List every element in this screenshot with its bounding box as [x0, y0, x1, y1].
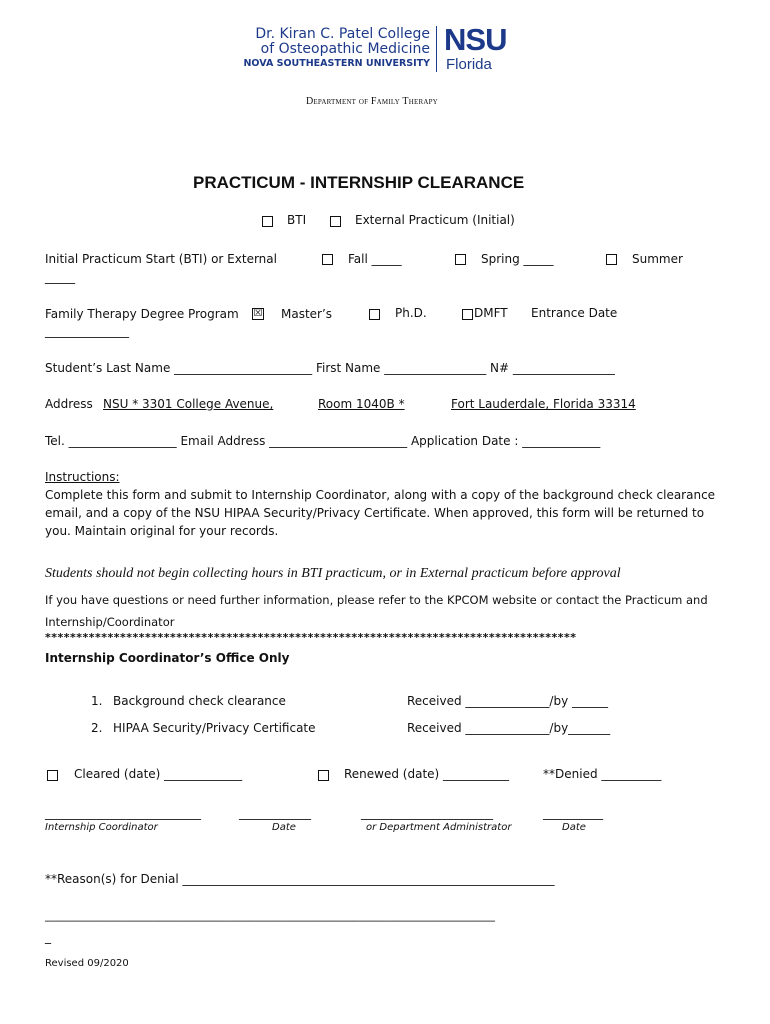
- instructions-line3: you. Maintain original for your records.: [45, 524, 279, 538]
- revised-date: Revised 09/2020: [45, 958, 129, 969]
- signature-line-coordinator[interactable]: __________________________: [45, 806, 201, 820]
- address-street: NSU * 3301 College Avenue,: [103, 397, 274, 411]
- masters-label: Master’s: [281, 307, 333, 321]
- item-1-received[interactable]: Received ______________/by ______: [407, 694, 608, 708]
- address-room: Room 1040B *: [318, 397, 405, 411]
- student-name-line[interactable]: Student’s Last Name _______________________ First Name _________________ N# _________________: [45, 361, 615, 375]
- logo-text-line1: Dr. Kiran C. Patel College: [255, 26, 430, 42]
- external-label: External Practicum (Initial): [355, 213, 515, 227]
- logo-nsu: NSU: [444, 22, 507, 57]
- summer-label: Summer: [632, 252, 683, 266]
- phd-label: Ph.D.: [395, 306, 427, 320]
- signature-label-date2: Date: [562, 822, 586, 833]
- renewed-checkbox[interactable]: [318, 770, 329, 781]
- department-heading: Department of Family Therapy: [306, 96, 438, 107]
- signature-line-date2[interactable]: __________: [543, 806, 603, 820]
- signature-label-admin: or Department Administrator: [366, 822, 512, 833]
- cleared-label: Cleared (date) _____________: [74, 767, 243, 781]
- instructions-heading: Instructions:: [45, 470, 120, 484]
- item-1-number: 1.: [91, 694, 103, 708]
- fall-label: Fall _____: [348, 252, 402, 266]
- start-wrap-line: _____: [45, 270, 75, 284]
- signature-line-admin[interactable]: ______________________: [361, 806, 493, 820]
- spring-checkbox[interactable]: [455, 254, 466, 265]
- cleared-checkbox[interactable]: [47, 770, 58, 781]
- fall-checkbox[interactable]: [322, 254, 333, 265]
- item-2-label: HIPAA Security/Privacy Certificate: [113, 721, 316, 735]
- star-divider: *************************************************************************************: [45, 631, 577, 644]
- signature-label-date1: Date: [272, 822, 296, 833]
- questions-line2: Internship/Coordinator: [45, 615, 175, 629]
- address-city: Fort Lauderdale, Florida 33314: [451, 397, 636, 411]
- signature-line-date1[interactable]: ____________: [239, 806, 311, 820]
- item-2-received[interactable]: Received ______________/by_______: [407, 721, 611, 735]
- item-1-label: Background check clearance: [113, 694, 286, 708]
- questions-line1: If you have questions or need further information, please refer to the KPCOM website or contact the Practicum and: [45, 593, 708, 607]
- contact-line[interactable]: Tel. __________________ Email Address _______________________ Application Date : _____________: [45, 434, 601, 448]
- entrance-date-label: Entrance Date: [531, 306, 618, 320]
- address-label: Address: [45, 397, 93, 411]
- logo-divider: [436, 26, 437, 72]
- denial-reason-line[interactable]: **Reason(s) for Denial ______________________________________________________________: [45, 872, 555, 886]
- signature-label-coordinator: Internship Coordinator: [45, 822, 158, 833]
- program-wrap-line: ______________: [45, 324, 129, 338]
- start-label: Initial Practicum Start (BTI) or External: [45, 252, 277, 266]
- logo-text-line2: of Osteopathic Medicine: [260, 41, 430, 57]
- denied-label[interactable]: **Denied __________: [543, 767, 662, 781]
- summer-checkbox[interactable]: [606, 254, 617, 265]
- masters-checkbox-checked[interactable]: ☒: [253, 308, 263, 319]
- logo-florida: Florida: [446, 56, 492, 73]
- phd-checkbox[interactable]: [369, 309, 380, 320]
- spring-label: Spring _____: [481, 252, 554, 266]
- program-label: Family Therapy Degree Program: [45, 307, 239, 321]
- office-only-heading: Internship Coordinator’s Office Only: [45, 651, 290, 665]
- bti-checkbox[interactable]: [262, 216, 273, 227]
- dmft-checkbox[interactable]: [462, 309, 473, 320]
- renewed-label: Renewed (date) ___________: [344, 767, 510, 781]
- bti-label: BTI: [287, 213, 307, 227]
- external-checkbox[interactable]: [330, 216, 341, 227]
- logo-text-line3: NOVA SOUTHEASTERN UNIVERSITY: [243, 58, 430, 69]
- instructions-line1: Complete this form and submit to Internship Coordinator, along with a copy of the background check clearance: [45, 488, 716, 502]
- denial-reason-continuation[interactable]: _______________________________________________________________________________: [45, 908, 495, 922]
- denial-reason-tail: _: [45, 930, 51, 944]
- college-logo: [243, 22, 542, 74]
- dmft-label: DMFT: [474, 306, 508, 320]
- item-2-number: 2.: [91, 721, 103, 735]
- approval-warning: Students should not begin collecting hours in BTI practicum, or in External practicum before approval: [45, 566, 621, 581]
- instructions-line2: email, and a copy of the NSU HIPAA Security/Privacy Certificate. When approved, this form will be returned to: [45, 506, 705, 520]
- page-title: PRACTICUM - INTERNSHIP CLEARANCE: [193, 173, 525, 192]
